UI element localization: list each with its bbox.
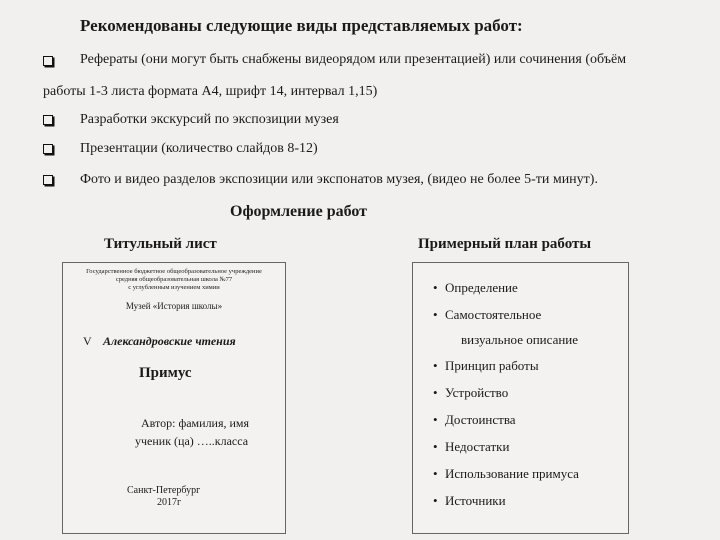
plan-item [433, 280, 518, 296]
plan-item-label: Определение [445, 280, 518, 295]
year: 2017г [157, 497, 182, 508]
plan-item [433, 385, 508, 401]
plan-item [433, 439, 509, 455]
bullet-icon: • [433, 385, 438, 400]
plan-box [412, 262, 629, 534]
plan-item-label: Принцип работы [445, 358, 539, 373]
list-item: Презентации (количество слайдов 8-12) [80, 141, 318, 156]
plan-item [433, 307, 541, 323]
plan-item-label: Самостоятельное [445, 307, 542, 322]
checkbox-bullet-icon [43, 115, 53, 125]
list-item-continuation: работы 1-3 листа формата А4, шрифт 14, интервал 1,15) [43, 84, 378, 99]
plan-item-label: Достоинства [445, 412, 516, 427]
plan-item-label: Использование примуса [445, 466, 579, 481]
student-class-line: ученик (ца) …..класса [135, 434, 249, 448]
design-title: Оформление работ [230, 203, 368, 220]
city: Санкт-Петербург [127, 485, 201, 496]
museum-name: Музей «История школы» [125, 301, 223, 311]
plan-item [433, 466, 579, 482]
checkbox-bullet-icon [43, 144, 53, 154]
plan-item-continuation: визуальное описание [461, 332, 579, 347]
plan-item [433, 493, 506, 509]
plan-item-label: Устройство [445, 385, 509, 400]
plan-item [433, 412, 516, 428]
checkbox-bullet-icon [43, 175, 53, 185]
title-page-sample [62, 262, 286, 534]
bullet-icon: • [433, 439, 438, 454]
readings-number: V [83, 334, 92, 348]
plan-item [433, 358, 539, 374]
work-title: Примус [139, 365, 192, 381]
author-line: Автор: фамилия, имя [141, 416, 250, 430]
plan-item-label: Источники [445, 493, 506, 508]
readings-title: Александровские чтения [103, 334, 236, 348]
bullet-icon: • [433, 466, 438, 481]
bullet-icon: • [433, 280, 438, 295]
bullet-icon: • [433, 493, 438, 508]
plan-item-label: Недостатки [445, 439, 510, 454]
list-item: Фото и видео разделов экспозиции или экспонатов музея, (видео не более 5-ти минут). [80, 172, 598, 187]
title-page-heading: Титульный лист [104, 236, 217, 252]
institution-line: с углубленным изучением химии [128, 284, 220, 291]
list-item: Рефераты (они могут быть снабжены видеорядом или презентацией) или сочинения (объём [80, 52, 627, 67]
institution-line: средняя общеобразовательная школа №77 [115, 276, 233, 283]
bullet-icon: • [433, 412, 438, 427]
bullet-icon: • [433, 307, 438, 322]
plan-heading: Примерный план работы [418, 236, 592, 252]
recommend-title: Рекомендованы следующие виды представляемых работ: [80, 16, 523, 35]
institution-line: Государственное бюджетное общеобразовательное учреждение [86, 268, 262, 275]
list-item: Разработки экскурсий по экспозиции музея [80, 112, 339, 127]
checkbox-bullet-icon [43, 56, 53, 66]
bullet-icon: • [433, 358, 438, 373]
